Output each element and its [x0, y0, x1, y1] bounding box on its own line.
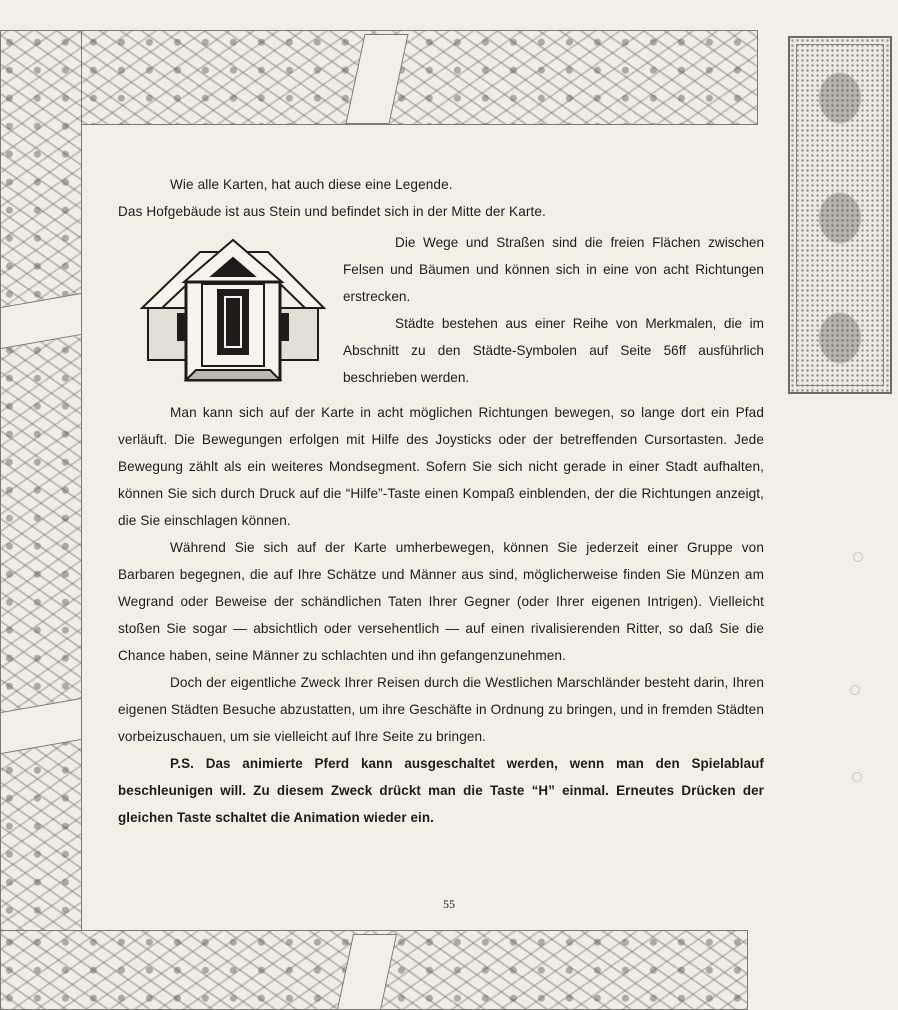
paragraph: Städte bestehen aus einer Reihe von Merkmalen, die im Abschnitt zu den Städte-Symbolen auf Seite 56ff ausführlich beschrieben werden.: [343, 316, 764, 385]
ps-paragraph: P.S. Das animierte Pferd kann ausgeschaltet werden, wenn man den Spielablauf beschleunigen will. Zu diesem Zweck drückt man die Taste “H” einmal. Erneutes Drücken der gleichen Taste schaltet die Animation wieder ein.: [118, 756, 764, 825]
laurel-border-left: [0, 30, 82, 990]
paper-speck: [850, 685, 860, 695]
intro-line: Das Hofgebäude ist aus Stein und befindet sich in der Mitte der Karte.: [118, 204, 546, 219]
paragraph: Während Sie sich auf der Karte umherbewegen, können Sie jederzeit einer Gruppe von Barbaren begegnen, die auf Ihre Schätze und Männer aus sind, möglicherweise finden Sie Münzen am Wegrand oder Beweise der schändlichen Taten Ihrer Gegner (oder Ihrer eigenen Intrigen). Vielleicht stoßen Sie sogar — absichtlich oder versehentlich — auf einen rivalisierenden Ritter, so daß Sie die Chance haben, seine Männer zu schlachten und ihn gefangenzunehmen.: [118, 540, 764, 663]
wrap-block: [343, 229, 764, 391]
intro-line: Wie alle Karten, hat auch diese eine Legende.: [170, 177, 453, 192]
paragraph: Man kann sich auf der Karte in acht möglichen Richtungen bewegen, so lange dort ein Pfad verläuft. Die Bewegungen erfolgen mit Hilfe des Joysticks oder der betreffenden Cursortasten. Jede Bewegung zählt als ein weiteres Mondsegment. Sofern Sie sich nicht gerade in einer Stadt aufhalten, können Sie sich durch Druck auf die “Hilfe”-Taste einen Kompaß einblenden, der die Richtungen anzeigt, die Sie einschlagen können.: [118, 405, 764, 528]
paragraph: Die Wege und Straßen sind die freien Flächen zwischen Felsen und Bäumen und können sich in eine von acht Richtungen erstrecken.: [343, 235, 764, 304]
acanthus-ornament-panel: [788, 36, 892, 394]
paragraph: Doch der eigentliche Zweck Ihrer Reisen durch die Westlichen Marschländer besteht darin, Ihren eigenen Städten Besuche abzustatten, um ihre Geschäfte in Ordnung zu bringen, und in fremden Städten vorbeizuschauen, um sie vielleicht auf Ihre Seite zu bringen.: [118, 675, 764, 744]
page-number: 55: [443, 897, 455, 911]
intro-block: [118, 171, 764, 225]
paper-speck: [853, 552, 863, 562]
stone-manor-symbol-icon: [140, 238, 326, 384]
paper-speck: [852, 772, 862, 782]
body-text: [118, 399, 764, 831]
